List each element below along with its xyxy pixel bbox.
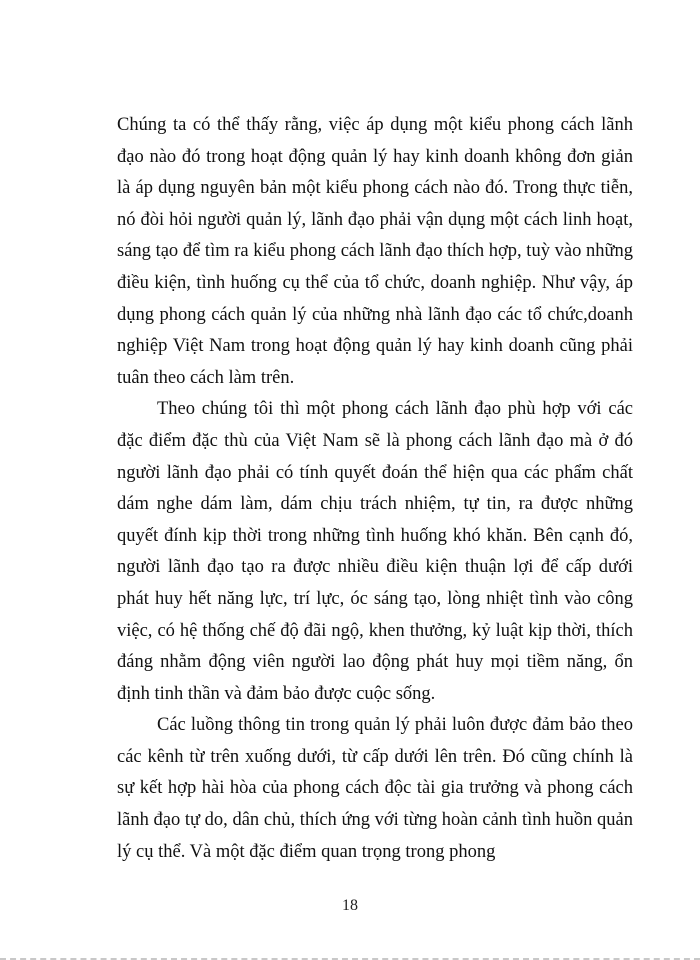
paragraph-1: Chúng ta có thể thấy rằng, việc áp dụng một kiểu phong cách lãnh đạo nào đó trong hoạt động quản lý hay kinh doanh không đơn giản là áp dụng nguyên bản một kiểu phong cách nào đó. Trong thực tiễn, nó đòi hỏi người quản lý, lãnh đạo phải vận dụng một cách linh hoạt, sáng tạo để tìm ra kiểu phong cách lãnh đạo thích hợp, tuỳ vào những điều kiện, tình huống cụ thể của tổ chức, doanh nghiệp. Như vậy, áp dụng phong cách quản lý của những nhà lãnh đạo các tổ chức,doanh nghiệp Việt Nam trong hoạt động quản lý hay kinh doanh cũng phải tuân theo cách làm trên. [117, 115, 633, 388]
page-number: 18 [342, 897, 358, 914]
body-text [117, 110, 633, 868]
paragraph-2: Theo chúng tôi thì một phong cách lãnh đạo phù hợp với các đặc điểm đặc thù của Việt Nam sẽ là phong cách lãnh đạo mà ở đó người lãnh đạo phải có tính quyết đoán thể hiện qua các phẩm chất dám nghe dám làm, dám chịu trách nhiệm, tự tin, ra được những quyết đính kịp thời trong những tình huống khó khăn. Bên cạnh đó, người lãnh đạo tạo ra được nhiều điều kiện thuận lợi để cấp dưới phát huy hết năng lực, trí lực, óc sáng tạo, lòng nhiệt tình vào công việc, có hệ thống chế độ đãi ngộ, khen thưởng, kỷ luật kịp thời, thích đáng nhằm động viên người lao động phát huy mọi tiềm năng, ổn định tinh thần và đảm bảo được cuộc sống. [117, 399, 633, 704]
paragraph-3: Các luồng thông tin trong quản lý phải luôn được đảm bảo theo các kênh từ trên xuống dưới, từ cấp dưới lên trên. Đó cũng chính là sự kết hợp hài hòa của phong cách độc tài gia trưởng và phong cách lãnh đạo tự do, dân chủ, thích ứng với từng hoàn cảnh tình huồn quản lý cụ thể. Và một đặc điểm quan trọng trong phong [117, 715, 633, 862]
